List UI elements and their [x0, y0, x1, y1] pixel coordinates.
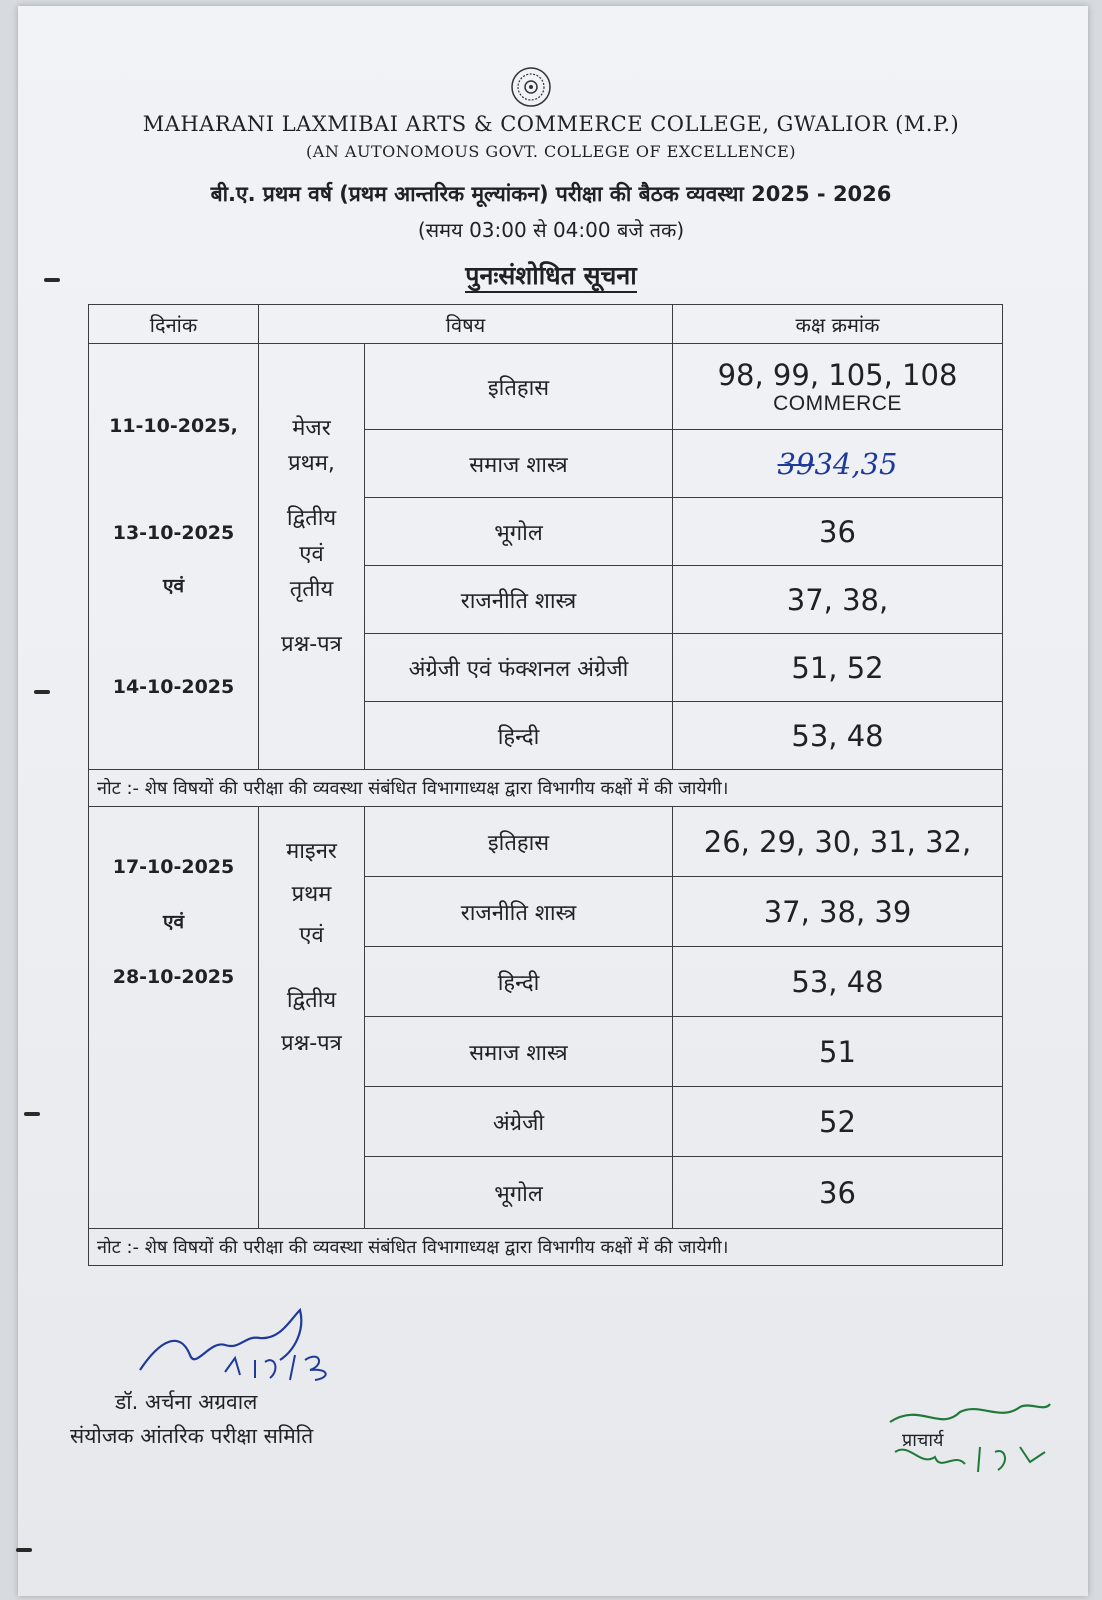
exam-title: बी.ए. प्रथम वर्ष (प्रथम आन्तरिक मूल्यांकन) परीक्षा की बैठक व्यवस्था 2025 - 2026 — [210, 182, 892, 206]
subject-cell: भूगोल — [365, 1157, 673, 1229]
subject-cell: इतिहास — [365, 344, 673, 430]
room-cell: 51, 52 — [673, 634, 1003, 702]
room-cell: 37, 38, 39 — [673, 877, 1003, 947]
section2-dates: 17-10-2025 एवं 28-10-2025 — [89, 807, 259, 1229]
header-room: कक्ष क्रमांक — [673, 305, 1003, 344]
section2-note: नोट :- शेष विषयों की परीक्षा की व्यवस्था संबंधित विभागाध्यक्ष द्वारा विभागीय कक्षों में की जायेगी। — [89, 1229, 1003, 1266]
note-row — [89, 770, 1003, 807]
seating-table — [88, 304, 1002, 1266]
coordinator-role: संयोजक आंतरिक परीक्षा समिति — [70, 1424, 314, 1448]
principal-label: प्राचार्य — [902, 1430, 944, 1451]
college-subtitle: (AN AUTONOMOUS GOVT. COLLEGE OF EXCELLENCE) — [306, 142, 796, 161]
header-subject: विषय — [259, 305, 673, 344]
subject-cell: राजनीति शास्त्र — [365, 877, 673, 947]
room-cell: 53, 48 — [673, 947, 1003, 1017]
section1-paper: मेजर प्रथम, द्वितीय एवं तृतीय प्रश्न-पत्र — [259, 344, 365, 770]
table-row — [89, 807, 1003, 877]
room-cell: 36 — [673, 1157, 1003, 1229]
edge-mark — [34, 690, 50, 694]
note-row — [89, 1229, 1003, 1266]
coordinator-name: डॉ. अर्चना अग्रवाल — [115, 1390, 258, 1414]
table-header-row — [89, 305, 1003, 344]
section2-paper: माइनर प्रथम एवं द्वितीय प्रश्न-पत्र — [259, 807, 365, 1229]
subject-cell: हिन्दी — [365, 947, 673, 1017]
notice-title: पुनःसंशोधित सूचना — [0, 258, 1102, 292]
college-name: MAHARANI LAXMIBAI ARTS & COMMERCE COLLEGE, GWALIOR (M.P.) — [142, 112, 960, 136]
handwritten-room: 34,35 — [814, 446, 898, 481]
table-row — [89, 344, 1003, 430]
section1-dates: 11-10-2025, 13-10-2025 एवं 14-10-2025 — [89, 344, 259, 770]
subject-cell: इतिहास — [365, 807, 673, 877]
room-cell: 52 — [673, 1087, 1003, 1157]
room-cell: 98, 99, 105, 108 COMMERCE — [673, 344, 1003, 430]
subject-cell: भूगोल — [365, 498, 673, 566]
subject-cell: राजनीति शास्त्र — [365, 566, 673, 634]
section1-note: नोट :- शेष विषयों की परीक्षा की व्यवस्था संबंधित विभागाध्यक्ष द्वारा विभागीय कक्षों में की जायेगी। — [89, 770, 1003, 807]
edge-mark — [24, 1112, 40, 1116]
room-cell: 26, 29, 30, 31, 32, — [673, 807, 1003, 877]
subject-cell: अंग्रेजी — [365, 1087, 673, 1157]
room-cell: 36 — [673, 498, 1003, 566]
subject-cell: हिन्दी — [365, 702, 673, 770]
header-date: दिनांक — [89, 305, 259, 344]
room-cell: 53, 48 — [673, 702, 1003, 770]
coordinator-signature — [130, 1300, 370, 1390]
exam-time: (समय 03:00 से 04:00 बजे तक) — [417, 218, 685, 242]
subject-cell: समाज शास्त्र — [365, 1017, 673, 1087]
room-cell: 37, 38, — [673, 566, 1003, 634]
room-cell: 51 — [673, 1017, 1003, 1087]
struck-room: 39 — [777, 446, 815, 481]
subject-cell: अंग्रेजी एवं फंक्शनल अंग्रेजी — [365, 634, 673, 702]
edge-mark — [16, 1548, 32, 1552]
college-seal-icon — [510, 66, 552, 108]
room-cell — [673, 430, 1003, 498]
subject-cell: समाज शास्त्र — [365, 430, 673, 498]
